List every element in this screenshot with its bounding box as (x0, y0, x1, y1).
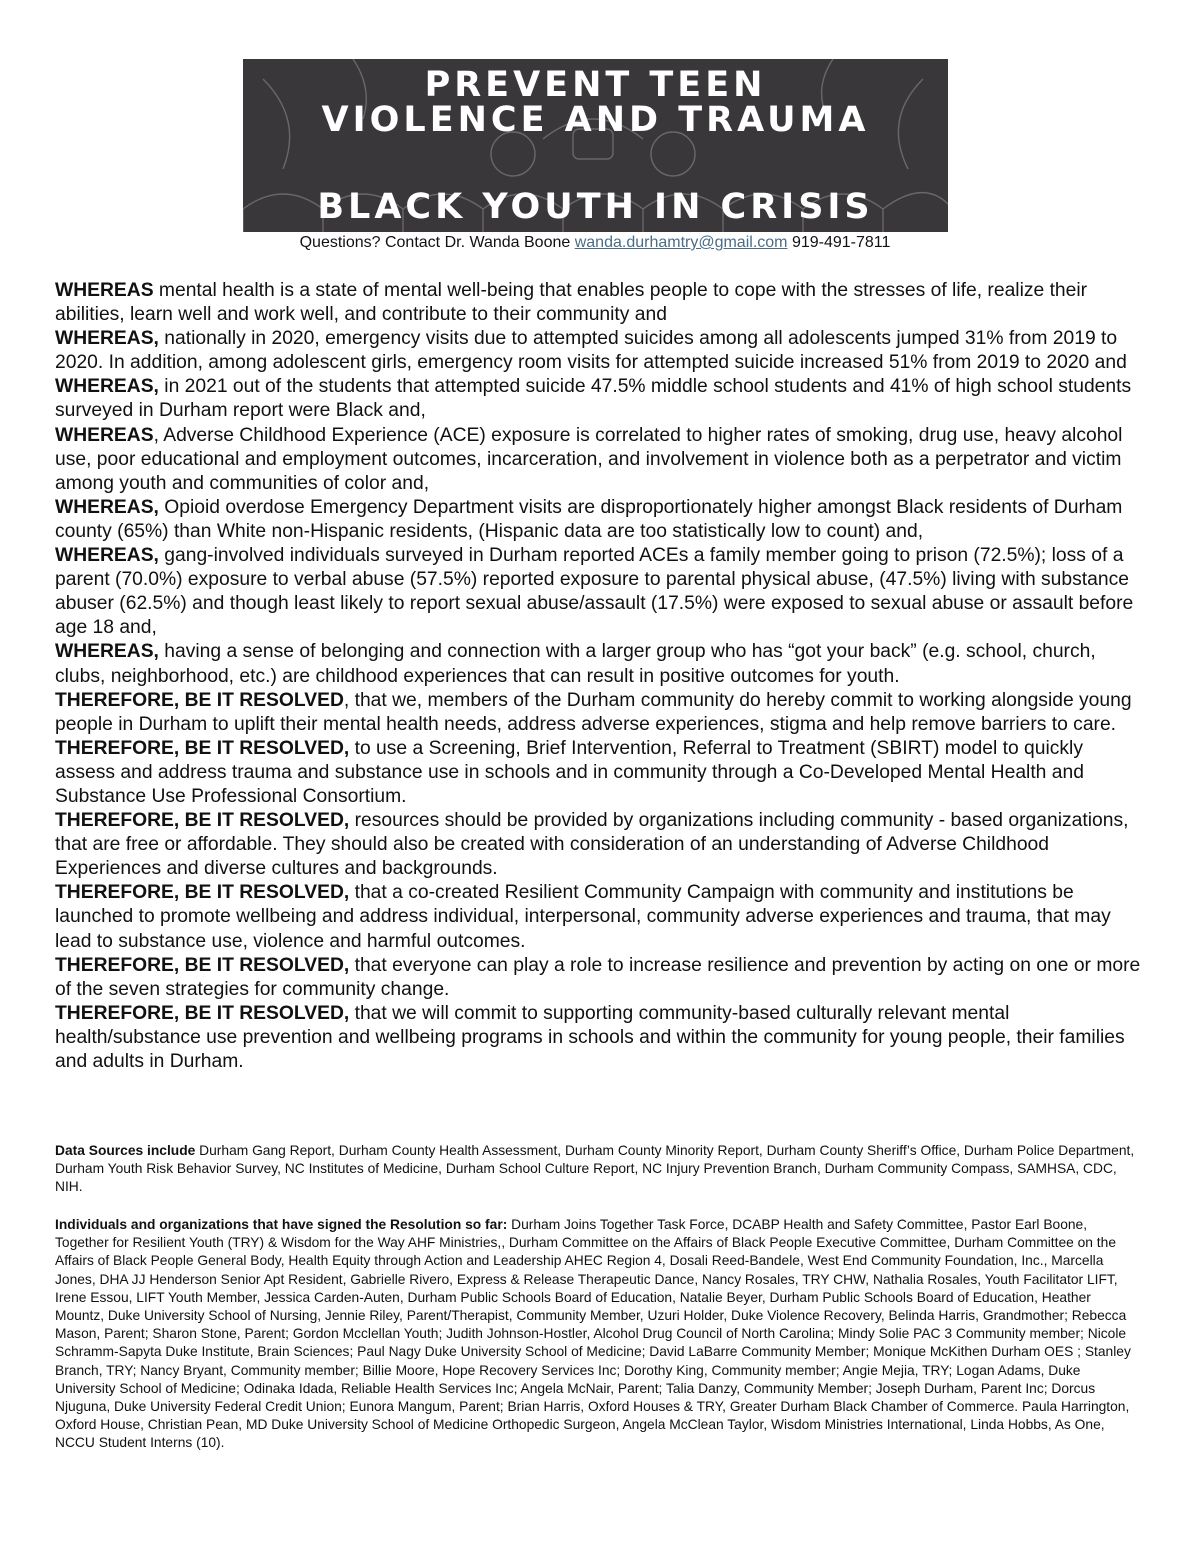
data-sources-text: Durham Gang Report, Durham County Health Assessment, Durham County Minority Report, Durham County Sheriff’s Office, Durham Police Department, Durham Youth Risk Behavior Survey, NC Institutes of Medicine, Durham School Culture Report, NC Injury Prevention Branch, Durham Community Compass, SAMHSA, CDC, NIH. (55, 1143, 1135, 1195)
resolution-clause (55, 327, 1145, 375)
clause-lead: WHEREAS (55, 424, 154, 446)
resolution-clause (55, 954, 1145, 1002)
clause-text: mental health is a state of mental well-being that enables people to cope with the stresses of life, realize their abilities, learn well and work well, and contribute to their community and (55, 280, 1088, 326)
clause-text: Opioid overdose Emergency Department visits are disproportionately higher amongst Black residents of Durham county (65%) than White non-Hispanic residents, (Hispanic data are too statistically low to count) and, (55, 496, 1123, 542)
clause-text: in 2021 out of the students that attempted suicide 47.5% middle school students and 41% of high school students surveyed in Durham report were Black and, (55, 376, 1132, 422)
contact-phone: 919-491-7811 (791, 234, 891, 251)
clause-text: that everyone can play a role to increase resilience and prevention by acting on one or more of the seven strategies for community change. (55, 954, 1141, 1000)
clause-text: , Adverse Childhood Experience (ACE) exposure is correlated to higher rates of smoking, drug use, heavy alcohol use, poor educational and employment outcomes, incarceration, and involvement in violence both as a perpetrator and victim among youth and communities of color and, (55, 424, 1123, 494)
clause-lead: WHEREAS, (55, 641, 159, 663)
clause-lead: WHEREAS, (55, 545, 159, 567)
clause-lead: WHEREAS, (55, 328, 159, 350)
clause-text: gang-involved individuals surveyed in Durham reported ACEs a family member going to prison (72.5%); loss of a parent (70.0%) exposure to verbal abuse (57.5%) reported exposure to parental physical abuse, (47.5%) living with substance abuser (62.5%) and though least likely to report sexual abuse/assault (17.5%) were exposed to sexual abuse or assault before age 18 and, (55, 545, 1134, 639)
header-banner (243, 59, 948, 232)
clause-lead: THEREFORE, BE IT RESOLVED, (55, 737, 350, 759)
clause-lead: WHEREAS, (55, 376, 159, 398)
resolution-clause (55, 689, 1145, 737)
banner-subtitle: BLACK YOUTH IN CRISIS (317, 187, 874, 227)
clause-lead: THEREFORE, BE IT RESOLVED, (55, 954, 350, 976)
banner-title-line2: VIOLENCE AND TRAUMA (321, 100, 870, 140)
resolution-body (55, 279, 1145, 1074)
signers-section (55, 1216, 1140, 1453)
clause-text: resources should be provided by organizations including community - based organizations, that are free or affordable. They should also be created with consideration of an understanding of Adverse Childhood Experiences and diverse cultures and backgrounds. (55, 810, 1129, 880)
clause-lead: WHEREAS, (55, 496, 159, 518)
clause-text: , that we, members of the Durham community do hereby commit to working alongside young people in Durham to uplift their mental health needs, address adverse experiences, stigma and help remove barriers to care. (55, 689, 1132, 735)
clause-text: having a sense of belonging and connection with a larger group who has “got your back” (e.g. school, church, clubs, neighborhood, etc.) are childhood experiences that can result in positive outcomes for youth. (55, 641, 1096, 687)
signers-label: Individuals and organizations that have signed the Resolution so far: (55, 1217, 508, 1232)
data-sources (55, 1142, 1135, 1197)
clause-text: to use a Screening, Brief Intervention, Referral to Treatment (SBIRT) model to quickly assess and address trauma and substance use in schools and in community through a Co-Developed Mental Health and Substance Use Professional Consortium. (55, 737, 1084, 807)
clause-text: that we will commit to supporting community-based culturally relevant mental health/substance use prevention and wellbeing programs in schools and within the community for young people, their families and adults in Durham. (55, 1002, 1125, 1072)
clause-text: nationally in 2020, emergency visits due to attempted suicides among all adolescents jumped 31% from 2019 to 2020. In addition, among adolescent girls, emergency room visits for attempted suicide increased 51% from 2019 to 2020 and (55, 328, 1127, 374)
data-sources-label: Data Sources include (55, 1143, 196, 1158)
resolution-clause (55, 1002, 1145, 1074)
contact-line (0, 234, 1184, 252)
banner-title-line1: PREVENT TEEN (424, 65, 767, 105)
signers-text: Durham Joins Together Task Force, DCABP Health and Safety Committee, Pastor Earl Boone, Together for Resilient Youth (TRY) & Wisdom for the Way AHF Ministries,, Durham Committee on the Affairs of Black People Executive Committee, Durham Committee on the Affairs of Black People General Body, Health Equity through Action and Leadership AHEC Region 4, Dosali Reed-Bandele, West End Community Foundation, Inc., Marcella Jones, DHA JJ Henderson Senior Apt Resident, Gabrielle Rivero, Express & Release Therapeutic Dance, Nancy Rosales, TRY CHW, Nathalia Rosales, Youth Facilitator LIFT, Irene Essou, LIFT Youth Member, Jessica Carden-Auten, Durham Public Schools Board of Education, Natalie Beyer, Durham Public Schools Board of Education, Heather Mountz, Duke University School of Nursing, Jennie Riley, Parent/Therapist, Community Member, Uzuri Holder, Duke Violence Recovery, Belinda Harris, Grandmother; Rebecca Mason, Parent; Sharon Stone, Parent; Gordon Mcclellan Youth; Judith Johnson-Hostler, Alcohol Drug Council of North Carolina; Mindy Solie PAC 3 Community member; Nicole Schramm-Sapyta Duke Institute, Brain Sciences; Paul Nagy Duke University School of Medicine; David LaBarre Community Member; Monique McKithen Durham OES ; Stanley Branch, TRY; Nancy Bryant, Community member; Billie Moore, Hope Recovery Services Inc; Dorothy King, Community member; Angie Mejia, TRY; Logan Adams, Duke University School of Medicine; Odinaka Idada, Reliable Health Services Inc; Angela McNair, Parent; Talia Danzy, Community Member; Joseph Durham, Parent Inc; Dorcus Njuguna, Duke University Federal Credit Union; Eunora Mangum, Parent; Brian Harris, Oxford Houses & TRY, Greater Durham Black Chamber of Commerce. Paula Harrington, Oxford House, Christian Pean, MD Duke University School of Medicine Orthopedic Surgeon, Angela McClean Taylor, Wisdom Ministries International, Linda Hobbs, As One, NCCU Student Interns (10). (55, 1217, 1131, 1451)
clause-text: that a co-created Resilient Community Campaign with community and institutions be launched to promote wellbeing and address individual, interpersonal, community adverse experiences and trauma, that may lead to substance use, violence and harmful outcomes. (55, 882, 1111, 952)
resolution-clause (55, 279, 1145, 327)
resolution-clause (55, 544, 1145, 640)
clause-lead: THEREFORE, BE IT RESOLVED, (55, 882, 350, 904)
contact-email-link[interactable]: wanda.durhamtry@gmail.com (574, 234, 788, 251)
resolution-clause (55, 375, 1145, 423)
clause-lead: THEREFORE, BE IT RESOLVED, (55, 810, 350, 832)
clause-lead: WHEREAS (55, 280, 154, 301)
clause-lead: THEREFORE, BE IT RESOLVED, (55, 1002, 350, 1024)
clause-lead: THEREFORE, BE IT RESOLVED (55, 689, 344, 711)
resolution-clause (55, 640, 1145, 688)
resolution-clause (55, 496, 1145, 544)
resolution-clause (55, 737, 1145, 809)
resolution-clause (55, 881, 1145, 953)
contact-prefix: Questions? Contact Dr. Wanda Boone (299, 234, 571, 251)
resolution-clause (55, 809, 1145, 881)
resolution-clause (55, 424, 1145, 496)
